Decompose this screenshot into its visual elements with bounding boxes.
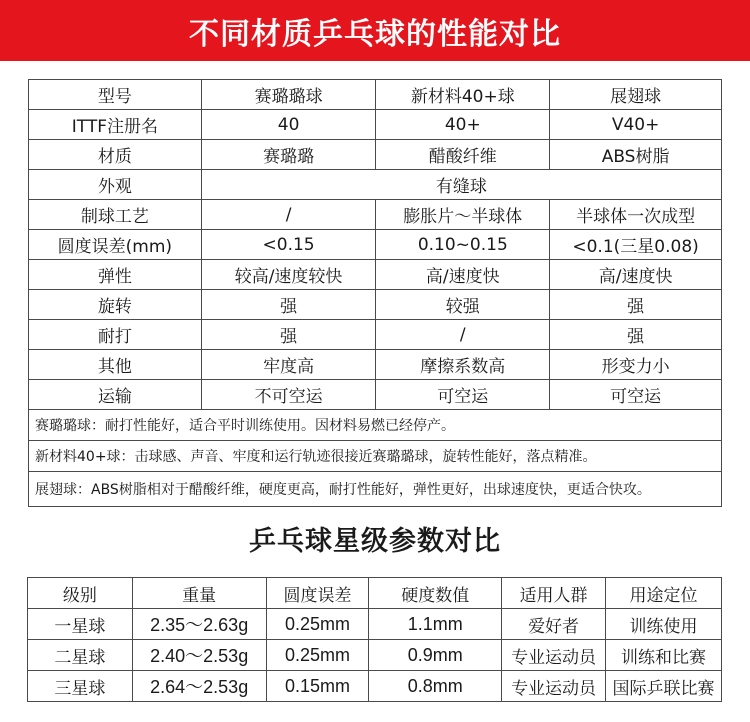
- table-row: [29, 110, 722, 140]
- table-cell: 高/速度快: [376, 260, 550, 290]
- table-cell: 可空运: [376, 380, 550, 410]
- table-cell: 形变力小: [550, 350, 722, 380]
- table-cell: 醋酸纤维: [376, 140, 550, 170]
- page-title-banner: [0, 0, 750, 61]
- table-cell: 国际乒联比赛: [606, 671, 722, 702]
- table-cell: 0.9mm: [369, 640, 502, 671]
- page-title: 不同材质乒乓球的性能对比: [189, 16, 561, 52]
- header-cell: 赛璐璐球: [201, 80, 376, 110]
- material-comparison-table: [28, 79, 722, 507]
- row-label: 材质: [29, 140, 202, 170]
- table-cell: 摩擦系数高: [376, 350, 550, 380]
- table-cell: <0.1(三星0.08): [550, 230, 722, 260]
- table-cell: 半球体一次成型: [550, 200, 722, 230]
- table-cell: 强: [550, 290, 722, 320]
- table-cell: 膨胀片～半球体: [376, 200, 550, 230]
- header-cell: 适用人群: [502, 578, 606, 609]
- table-cell: 40: [201, 110, 376, 140]
- row-label: 制球工艺: [29, 200, 202, 230]
- table-cell: 0.25mm: [266, 640, 369, 671]
- header-cell: 级别: [28, 578, 133, 609]
- table-cell: 训练使用: [606, 609, 722, 640]
- table-row: [28, 671, 722, 702]
- table-cell: 较强: [376, 290, 550, 320]
- table-row: [29, 350, 722, 380]
- table-cell: 可空运: [550, 380, 722, 410]
- table-row: [29, 230, 722, 260]
- table-row: [29, 320, 722, 350]
- table-cell: /: [376, 320, 550, 350]
- table-cell: <0.15: [201, 230, 376, 260]
- table-row: [29, 170, 722, 200]
- row-label: 圆度误差(mm): [29, 230, 202, 260]
- table-row: [29, 140, 722, 170]
- row-label: 其他: [29, 350, 202, 380]
- table-header-row: [28, 578, 722, 609]
- row-label: 旋转: [29, 290, 202, 320]
- table-cell: 强: [550, 320, 722, 350]
- header-cell: 型号: [29, 80, 202, 110]
- header-cell: 新材料40+球: [376, 80, 550, 110]
- table-cell: 专业运动员: [502, 671, 606, 702]
- table-row: [29, 260, 722, 290]
- table-cell: 1.1mm: [369, 609, 502, 640]
- table-row: [29, 380, 722, 410]
- note-row: [29, 472, 722, 507]
- row-label: ITTF注册名: [29, 110, 202, 140]
- table-cell: ABS树脂: [550, 140, 722, 170]
- table-header-row: [29, 80, 722, 110]
- header-cell: 重量: [132, 578, 266, 609]
- table-cell: 0.25mm: [266, 609, 369, 640]
- table-cell: 有缝球: [201, 170, 721, 200]
- note-row: [29, 410, 722, 441]
- table-cell: 训练和比赛: [606, 640, 722, 671]
- table-cell: /: [201, 200, 376, 230]
- table-cell: 0.15mm: [266, 671, 369, 702]
- table-cell: V40+: [550, 110, 722, 140]
- note-text: 新材料40+球：击球感、声音、牢度和运行轨迹很接近赛璐璐球，旋转性能好，落点精准。: [29, 441, 722, 472]
- table-row: [29, 290, 722, 320]
- table-cell: 爱好者: [502, 609, 606, 640]
- table-cell: 不可空运: [201, 380, 376, 410]
- header-cell: 硬度数值: [369, 578, 502, 609]
- table-cell: 强: [201, 320, 376, 350]
- table-cell: 较高/速度较快: [201, 260, 376, 290]
- table-cell: 牢度高: [201, 350, 376, 380]
- header-cell: 展翅球: [550, 80, 722, 110]
- row-label: 运输: [29, 380, 202, 410]
- table-cell: 高/速度快: [550, 260, 722, 290]
- header-cell: 圆度误差: [266, 578, 369, 609]
- row-label: 一星球: [28, 609, 133, 640]
- table-row: [29, 200, 722, 230]
- table-cell: 赛璐璐: [201, 140, 376, 170]
- row-label: 二星球: [28, 640, 133, 671]
- table-cell: 40+: [376, 110, 550, 140]
- table-cell: 0.10~0.15: [376, 230, 550, 260]
- note-row: [29, 441, 722, 472]
- table-row: [28, 609, 722, 640]
- table-cell: 强: [201, 290, 376, 320]
- note-text: 展翅球：ABS树脂相对于醋酸纤维，硬度更高，耐打性能好，弹性更好，出球速度快，更适合快攻。: [29, 472, 722, 507]
- section-title: 乒乓球星级参数对比: [249, 526, 501, 557]
- table-cell: 专业运动员: [502, 640, 606, 671]
- table-cell: 2.64～2.53g: [132, 671, 266, 702]
- row-label: 弹性: [29, 260, 202, 290]
- note-text: 赛璐璐球：耐打性能好，适合平时训练使用。因材料易燃已经停产。: [29, 410, 722, 441]
- table-cell: 2.35～2.63g: [132, 609, 266, 640]
- table-row: [28, 640, 722, 671]
- row-label: 外观: [29, 170, 202, 200]
- star-grade-table: [27, 577, 722, 702]
- row-label: 耐打: [29, 320, 202, 350]
- table-cell: 2.40～2.53g: [132, 640, 266, 671]
- header-cell: 用途定位: [606, 578, 722, 609]
- table-cell: 0.8mm: [369, 671, 502, 702]
- row-label: 三星球: [28, 671, 133, 702]
